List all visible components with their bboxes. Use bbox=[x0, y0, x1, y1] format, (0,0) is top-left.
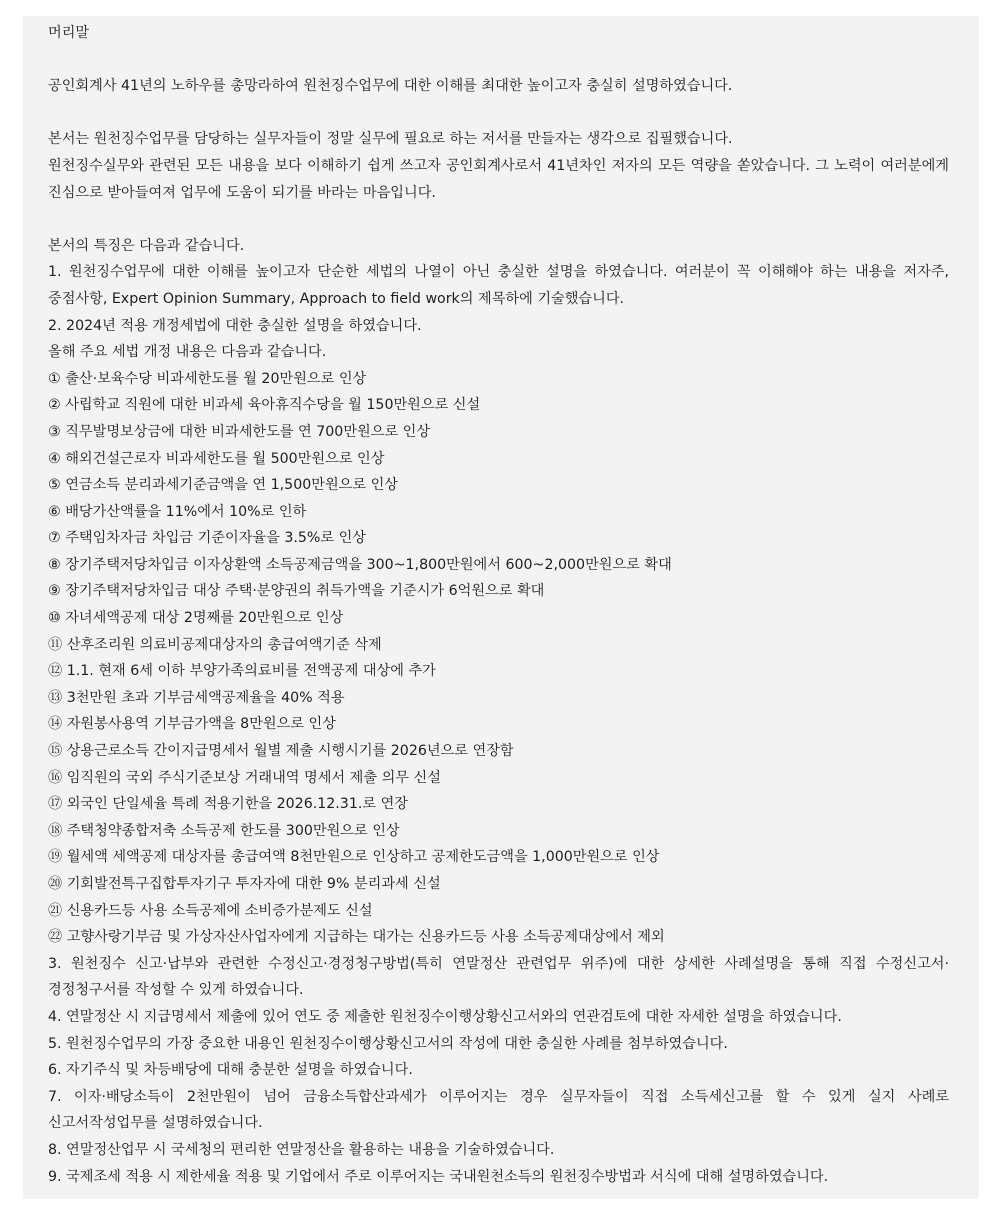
revision-item: ⑰ 외국인 단일세율 특례 적용기한을 2026.12.31.로 연장 bbox=[48, 796, 408, 813]
revision-item: ⑬ 3천만원 초과 기부금세액공제율을 40% 적용 bbox=[48, 689, 345, 706]
intro-paragraph: 공인회계사 41년의 노하우를 총망라하여 원천징수업무에 대한 이해를 최대한 높이고자 충실히 설명하였습니다. bbox=[48, 78, 733, 95]
revision-item: ㉒ 고향사랑기부금 및 가상자산사업자에게 지급하는 대가는 신용카드등 사용 소득공제대상에서 제외 bbox=[48, 929, 665, 946]
revision-item: ⑤ 연금소득 분리과세기준금액을 연 1,500만원으로 인상 bbox=[48, 477, 398, 494]
revision-item: ① 출산·보육수당 비과세한도를 월 20만원으로 인상 bbox=[48, 370, 367, 387]
revision-item: ⑱ 주택청약종합저축 소득공제 한도를 300만원으로 인상 bbox=[48, 822, 400, 839]
revision-item: ⑦ 주택임차자금 차입금 기준이자율을 3.5%로 인상 bbox=[48, 530, 367, 547]
purpose-paragraph: 원천징수실무와 관련된 모든 내용을 보다 이해하기 쉽게 쓰고자 공인회계사로서 41년차인 저자의 모든 역량을 쏟았습니다. 그 노력이 여러분에게 진심으로 받아들여져 업무에 도움이 되기를 바라는 마음입니다. bbox=[48, 157, 949, 201]
feature-item-7: 7. 이자·배당소득이 2천만원이 넘어 금융소득합산과세가 이루어지는 경우 실무자들이 직접 소득세신고를 할 수 있게 실지 사례로 신고서작성업무를 설명하였습니다. bbox=[48, 1088, 949, 1132]
preface-heading: 머리말 bbox=[48, 25, 90, 41]
feature-item-3: 3. 원천징수 신고·납부와 관련한 수정신고·경정청구방법(특히 연말정산 관련업무 위주)에 대한 상세한 사례설명을 통해 직접 수정신고서·경정청구서를 작성할 수 있게 하였습니다. bbox=[48, 955, 949, 999]
feature-item-5: 5. 원천징수업무의 가장 중요한 내용인 원천징수이행상황신고서의 작성에 대한 충실한 사례를 첨부하였습니다. bbox=[48, 1035, 728, 1052]
spacer bbox=[48, 47, 949, 74]
revision-item: ④ 해외건설근로자 비과세한도를 월 500만원으로 인상 bbox=[48, 450, 385, 467]
purpose-paragraph-line: 본서는 원천징수업무를 담당하는 실무자들이 정말 실무에 필요로 하는 저서를 만들자는 생각으로 집필했습니다. bbox=[48, 131, 733, 148]
spacer bbox=[48, 206, 949, 233]
revision-item: ⑫ 1.1. 현재 6세 이하 부양가족의료비를 전액공제 대상에 추가 bbox=[48, 663, 436, 680]
feature-item-9: 9. 국제조세 적용 시 제한세율 적용 및 기업에서 주로 이루어지는 국내원천소득의 원천징수방법과 서식에 대해 설명하였습니다. bbox=[48, 1168, 829, 1185]
revision-item: ⑳ 기회발전특구집합투자기구 투자자에 대한 9% 분리과세 신설 bbox=[48, 876, 441, 892]
feature-item-1: 1. 원천징수업무에 대한 이해를 높이고자 단순한 세법의 나열이 아닌 충실한 설명을 하였습니다. 여러분이 꼭 이해해야 하는 내용을 저자주, 중점사항, Expert Opinion Summary, Approach to field work의 제목하에 기술했습니다. bbox=[48, 264, 949, 307]
features-intro: 본서의 특징은 다음과 같습니다. bbox=[48, 237, 245, 254]
feature-item-4: 4. 연말정산 시 지급명세서 제출에 있어 연도 중 제출한 원천징수이행상황신고서와의 연관검토에 대한 자세한 설명을 하였습니다. bbox=[48, 1008, 842, 1025]
revision-item: ⑩ 자녀세액공제 대상 2명째를 20만원으로 인상 bbox=[48, 610, 344, 627]
revision-item: ㉑ 신용카드등 사용 소득공제에 소비증가분제도 신설 bbox=[48, 902, 373, 919]
feature-item-6: 6. 자기주식 및 차등배당에 대해 충분한 설명을 하였습니다. bbox=[48, 1062, 413, 1079]
feature-item-2: 2. 2024년 적용 개정세법에 대한 충실한 설명을 하였습니다. bbox=[48, 317, 422, 334]
revision-item: ② 사립학교 직원에 대한 비과세 육아휴직수당을 월 150만원으로 신설 bbox=[48, 397, 481, 414]
revision-item: ⑥ 배당가산액률을 11%에서 10%로 인하 bbox=[48, 503, 307, 520]
revision-item: ⑮ 상용근로소득 간이지급명세서 월별 제출 시행시기를 2026년으로 연장함 bbox=[48, 743, 514, 760]
revision-item: ⑲ 월세액 세액공제 대상자를 총급여액 8천만원으로 인상하고 공제한도금액을 1,000만원으로 인상 bbox=[48, 849, 660, 866]
revision-item: ③ 직무발명보상금에 대한 비과세한도를 연 700만원으로 인상 bbox=[48, 423, 431, 440]
feature-item-8: 8. 연말정산업무 시 국세청의 편리한 연말정산을 활용하는 내용을 기술하였습니다. bbox=[48, 1141, 555, 1158]
revision-item: ⑧ 장기주택저당차입금 이자상환액 소득공제금액을 300~1,800만원에서 600~2,000만원으로 확대 bbox=[48, 556, 672, 573]
revision-item: ⑨ 장기주택저당차입금 대상 주택·분양권의 취득가액을 기준시가 6억원으로 확대 bbox=[48, 583, 545, 600]
spacer bbox=[48, 100, 949, 127]
preface-panel bbox=[23, 16, 979, 1199]
revision-list bbox=[48, 366, 949, 951]
revisions-intro: 올해 주요 세법 개정 내용은 다음과 같습니다. bbox=[48, 344, 327, 361]
revision-item: ⑭ 자원봉사용역 기부금가액을 8만원으로 인상 bbox=[48, 716, 336, 733]
revision-item: ⑪ 산후조리원 의료비공제대상자의 총급여액기준 삭제 bbox=[48, 636, 382, 653]
revision-item: ⑯ 임직원의 국외 주식기준보상 거래내역 명세서 제출 의무 신설 bbox=[48, 769, 441, 786]
